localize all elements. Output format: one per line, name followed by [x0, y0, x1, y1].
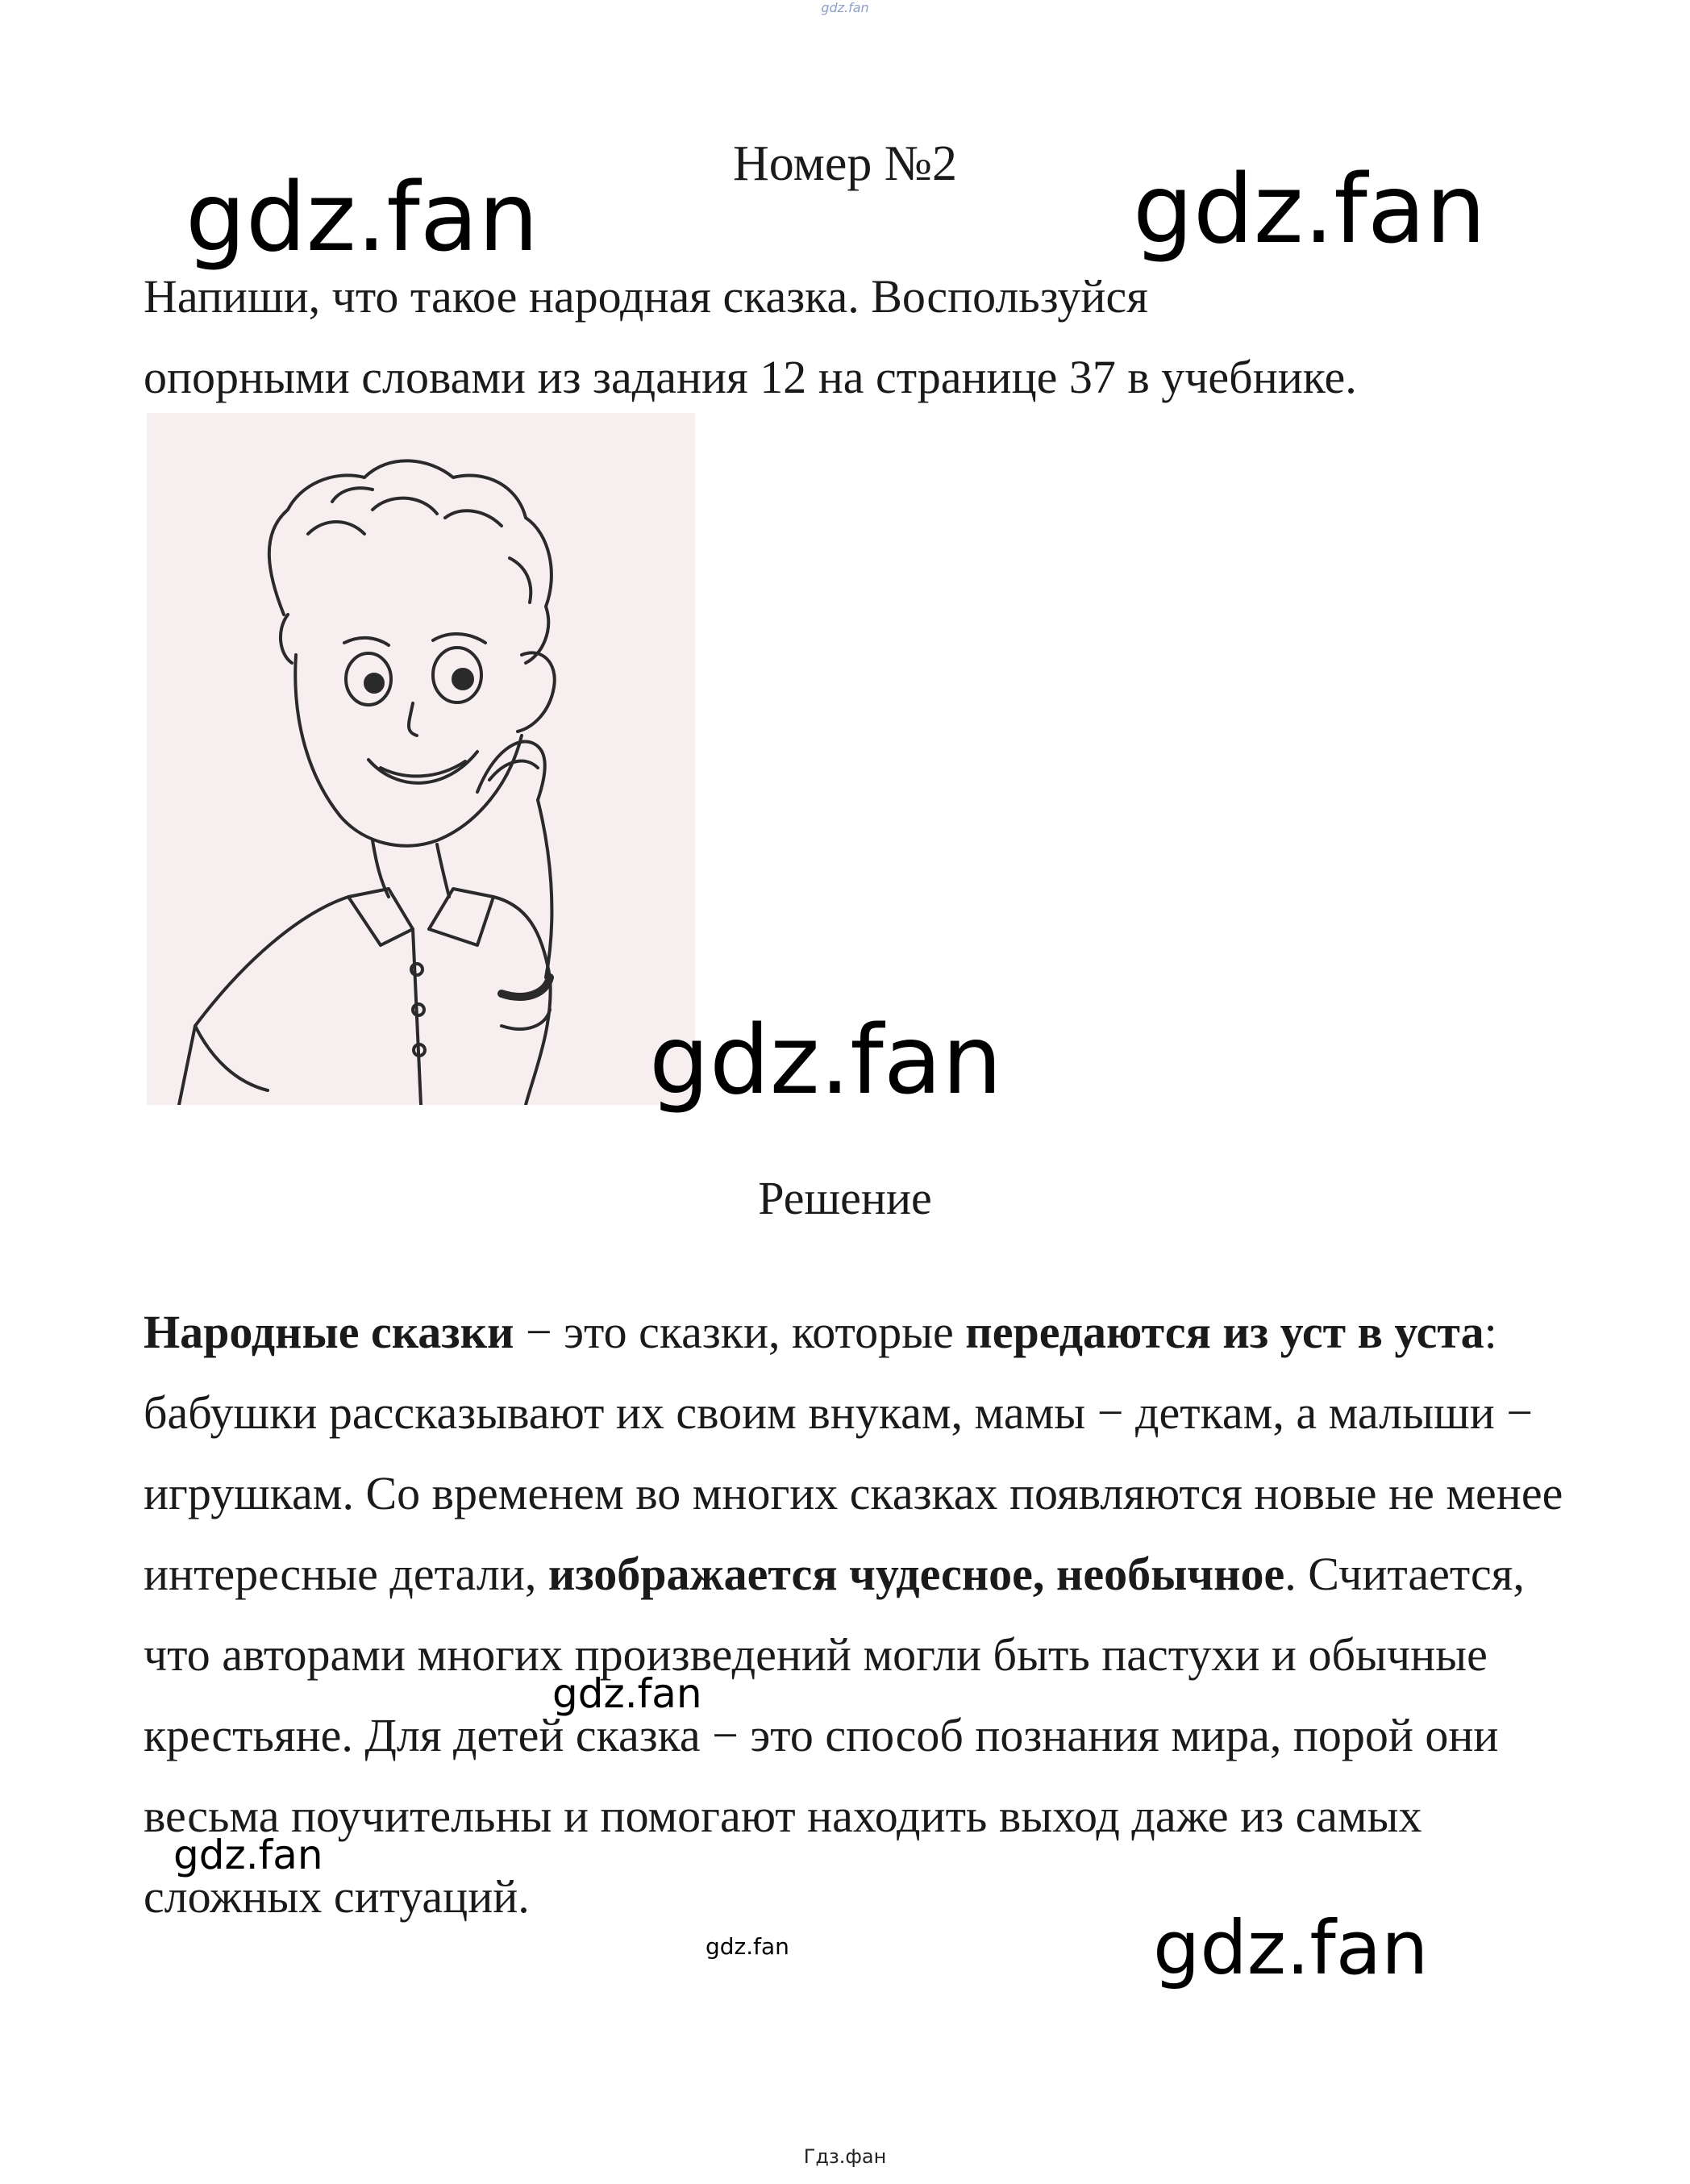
- watermark-answer-bottom-right: gdz.fan: [1153, 1905, 1429, 1991]
- answer-text: [144, 1292, 1579, 1937]
- watermark-middle: gdz.fan: [649, 1004, 1002, 1115]
- boy-thinking-illustration: [147, 413, 695, 1105]
- task-line-2: опорными словами из задания 12 на странице 37 в учебнике.: [144, 351, 1357, 403]
- answer-segment-bold: изображается чудесное, необычное: [547, 1548, 1285, 1600]
- watermark-answer-bottom-small: gdz.fan: [706, 1933, 789, 1960]
- watermark-answer-center: gdz.fan: [552, 1670, 702, 1717]
- footer-text: Гдз.фан: [803, 2145, 887, 2168]
- watermark-top-left: gdz.fan: [185, 161, 539, 273]
- solution-heading: Решение: [758, 1172, 932, 1224]
- answer-segment: − это сказки, которые: [514, 1306, 966, 1358]
- boy-drawing: [147, 413, 695, 1105]
- answer-segment-bold: Народные сказки: [144, 1306, 514, 1358]
- task-line-1: Напиши, что такое народная сказка. Воспользуйся: [144, 270, 1148, 323]
- page-title: Номер №2: [732, 136, 957, 191]
- watermark-top-right: gdz.fan: [1133, 153, 1486, 265]
- task-text: [144, 256, 1595, 418]
- answer-segment: : бабушки рассказывают их своим внукам, мамы − деткам, а малыши − игрушкам. Со временем во многих сказках появляются новые не менее интересные детали,: [144, 1306, 1563, 1600]
- answer-segment-bold: передаются из уст в уста: [965, 1306, 1484, 1358]
- top-watermark: gdz.fan: [821, 0, 869, 15]
- answer-segment: . Считается, что авторами многих произведений могли быть пастухи и обычные крестьяне. Для детей сказка − это способ познания мира, порой они весьма поучительны и помогают находить выход даже из самых сложных ситуаций.: [144, 1548, 1525, 1923]
- watermark-answer-left: gdz.fan: [173, 1832, 323, 1878]
